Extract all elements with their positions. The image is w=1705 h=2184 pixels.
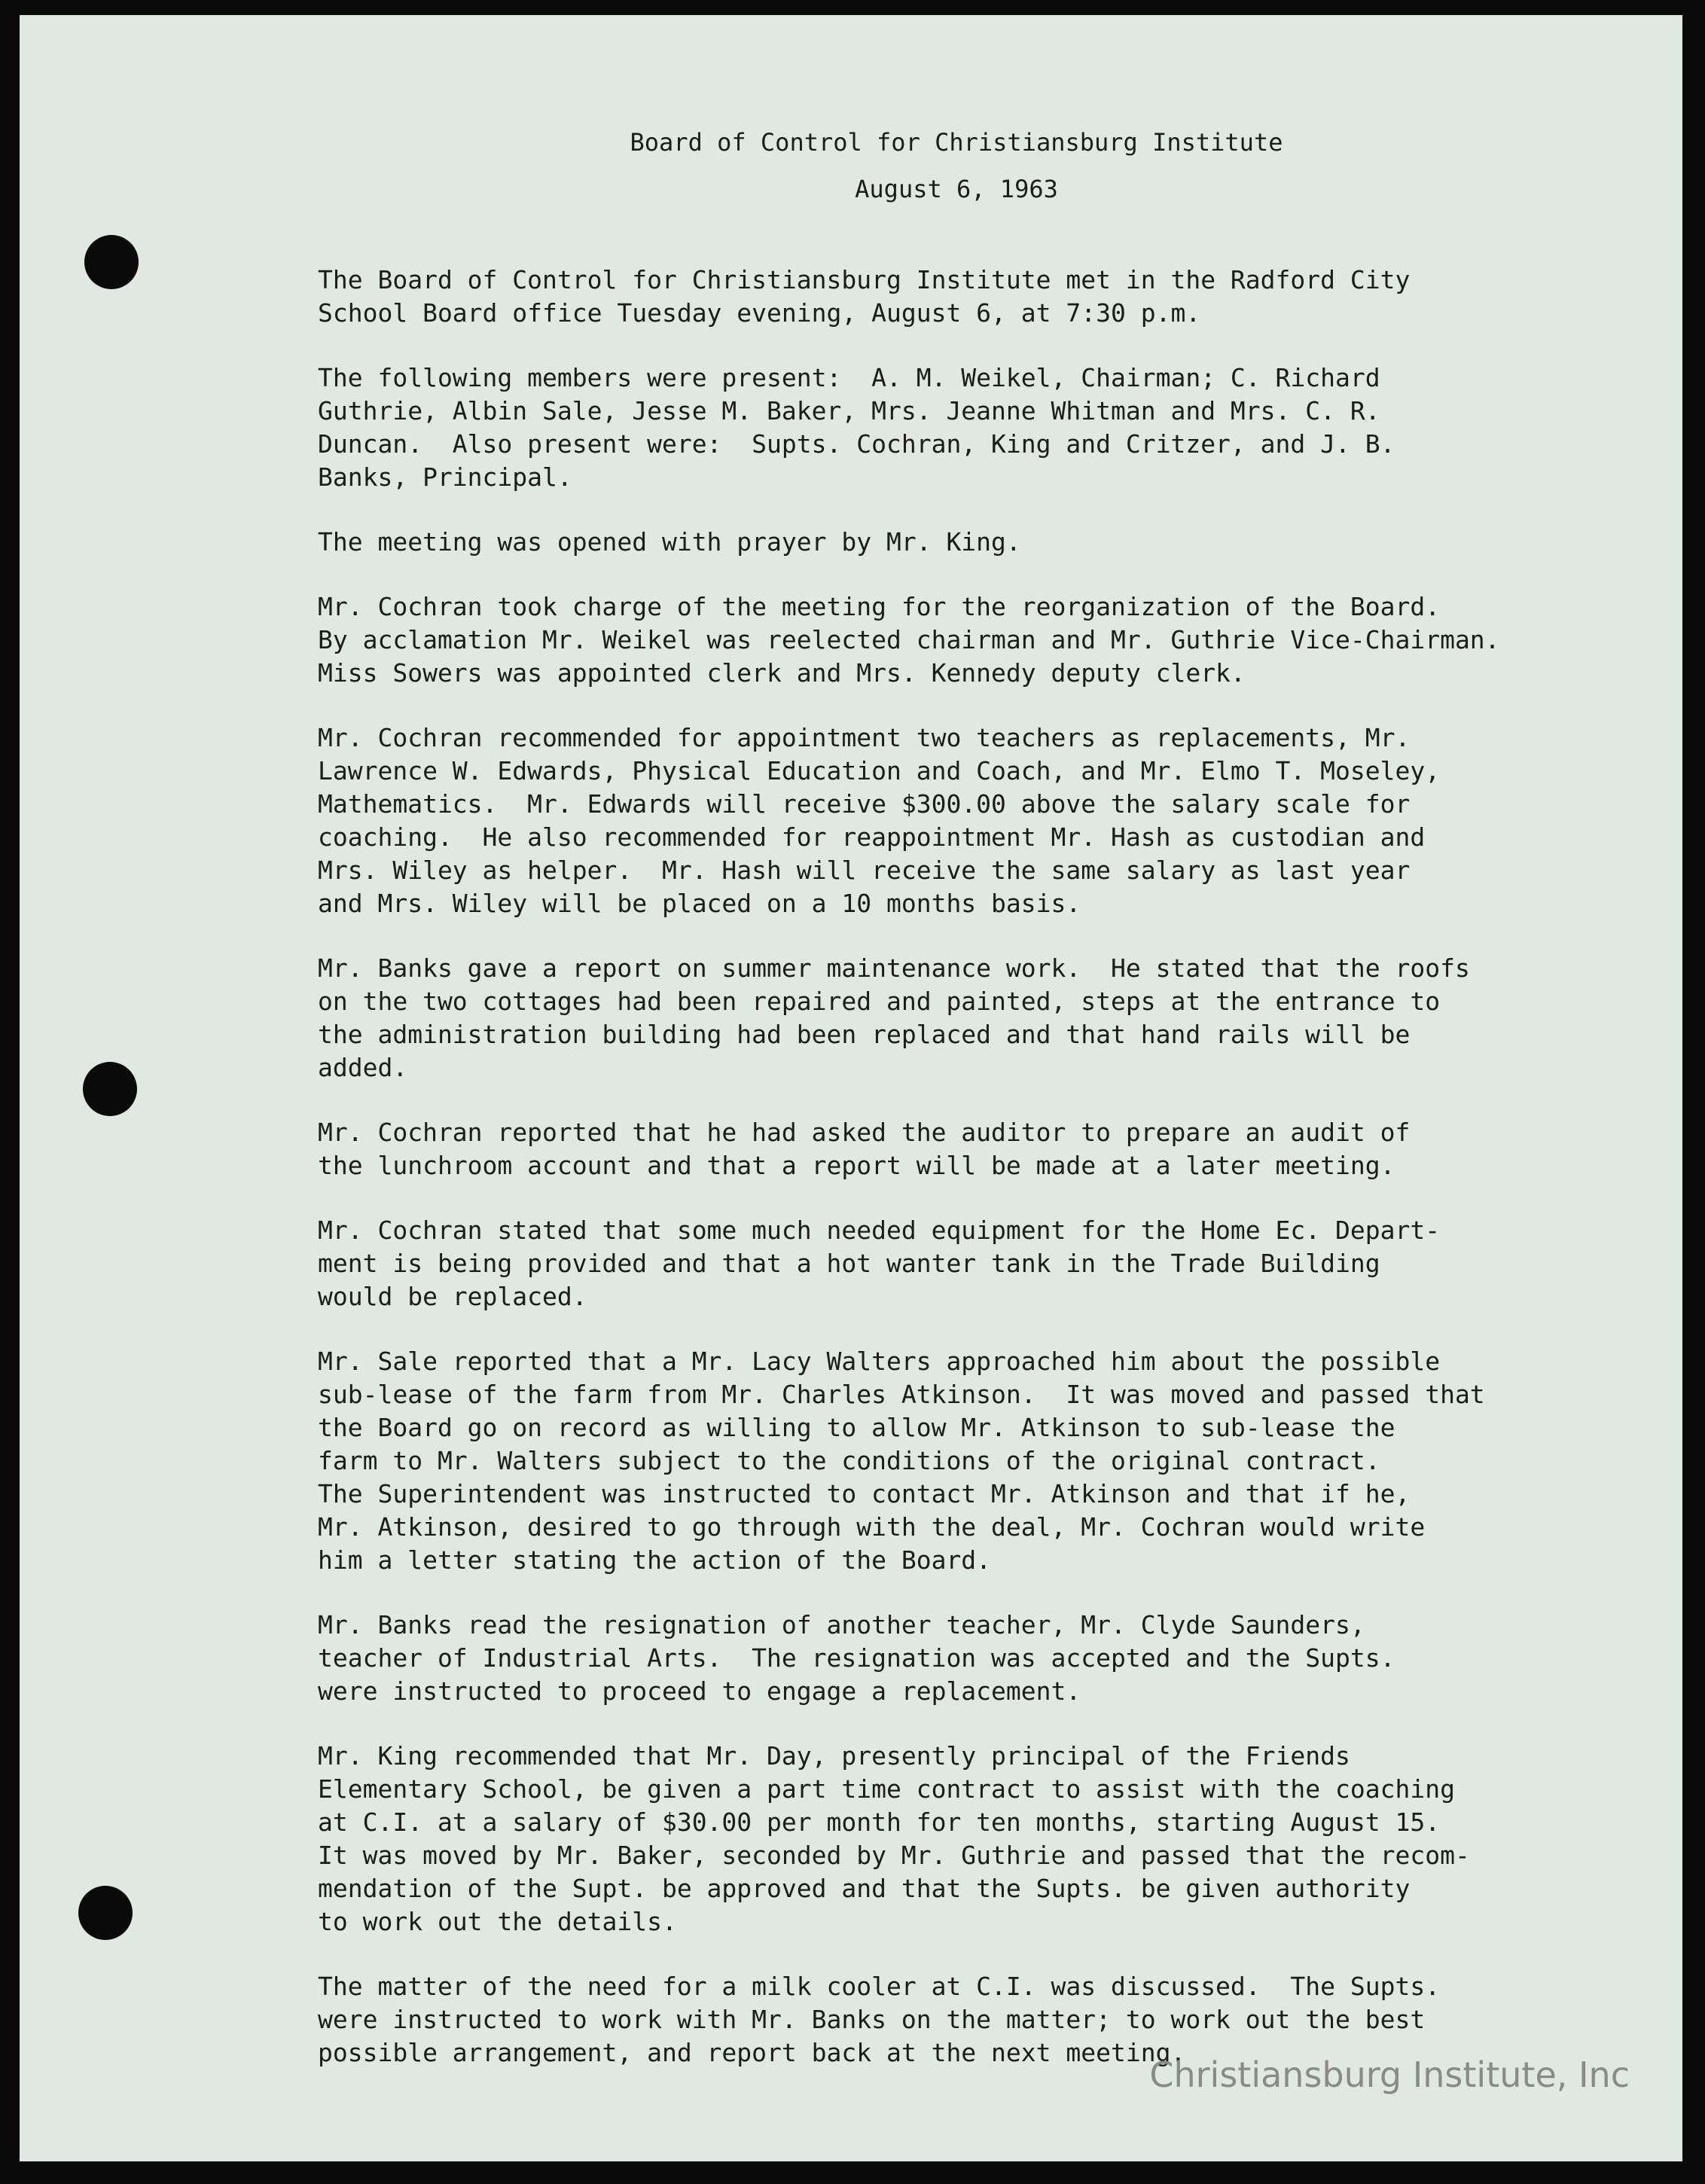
paragraph-equipment: Mr. Cochran stated that some much needed equipment for the Home Ec. Depart- ment is being provided and that a hot wanter tank in the Trade Building would be replaced. xyxy=(318,1216,1441,1311)
watermark-text: Christiansburg Institute, Inc xyxy=(1149,2054,1630,2095)
paragraph-appointments: Mr. Cochran recommended for appointment two teachers as replacements, Mr. Lawrence W. Edwards, Physical Education and Coach, and Mr. Elmo T. Moseley, Mathematics. Mr. Edwards will receive $300.00 above the salary scale for coaching. He also recommended for reappointment Mr. Hash as custodian and Mrs. Wiley as helper. Mr. Hash will receive the same salary as last year and Mrs. Wiley will be placed on a 10 months basis. xyxy=(318,723,1441,918)
document-page xyxy=(20,15,1682,2161)
document-date: August 6, 1963 xyxy=(855,175,1058,203)
punch-hole-top xyxy=(84,235,139,289)
punch-hole-middle xyxy=(83,1062,137,1116)
paragraph-attendance: The following members were present: A. M. Weikel, Chairman; C. Richard Guthrie, Albin Sale, Jesse M. Baker, Mrs. Jeanne Whitman and Mrs. C. R. Duncan. Also present were: Supts. Cochran, King and Critzer, and J. B. Banks, Principal. xyxy=(318,363,1395,492)
paragraph-coaching-contract: Mr. King recommended that Mr. Day, presently principal of the Friends Elementary School, be given a part time contract to assist with the coaching at C.I. at a salary of $30.00 per month for ten months, starting August 15. It was moved by Mr. Baker, seconded by Mr. Guthrie and passed that the recom- mendation of the Supt. be approved and that the Supts. be given authority to work out the details. xyxy=(318,1741,1470,1936)
document-title: Board of Control for Christiansburg Institute xyxy=(630,128,1283,157)
punch-hole-bottom xyxy=(78,1886,133,1940)
paragraph-prayer: The meeting was opened with prayer by Mr. King. xyxy=(318,527,1021,557)
paragraph-reorganization: Mr. Cochran took charge of the meeting for the reorganization of the Board. By acclamation Mr. Weikel was reelected chairman and Mr. Guthrie Vice-Chairman. Miss Sowers was appointed clerk and Mrs. Kennedy deputy clerk. xyxy=(318,592,1500,688)
paragraph-resignation: Mr. Banks read the resignation of another teacher, Mr. Clyde Saunders, teacher of Industrial Arts. The resignation was accepted and the Supts. were instructed to proceed to engage a replacement. xyxy=(318,1610,1395,1706)
paragraph-audit: Mr. Cochran reported that he had asked the auditor to prepare an audit of the lunchroom account and that a report will be made at a later meeting. xyxy=(318,1118,1411,1180)
document-body xyxy=(318,264,1643,2101)
paragraph-milk-cooler: The matter of the need for a milk cooler at C.I. was discussed. The Supts. were instructed to work with Mr. Banks on the matter; to work out the best possible arrangement, and report back at the next meeting. xyxy=(318,1972,1441,2067)
paragraph-farm-lease: Mr. Sale reported that a Mr. Lacy Walters approached him about the possible sub-lease of the farm from Mr. Charles Atkinson. It was moved and passed that the Board go on record as willing to allow Mr. Atkinson to sub-lease the farm to Mr. Walters subject to the conditions of the original contract. The Superintendent was instructed to contact Mr. Atkinson and that if he, Mr. Atkinson, desired to go through with the deal, Mr. Cochran would write him a letter stating the action of the Board. xyxy=(318,1347,1485,1575)
paragraph-maintenance: Mr. Banks gave a report on summer maintenance work. He stated that the roofs on the two cottages had been repaired and painted, steps at the entrance to the administration building had been replaced and that hand rails will be added. xyxy=(318,953,1470,1082)
paragraph-meeting-intro: The Board of Control for Christiansburg Institute met in the Radford City School Board office Tuesday evening, August 6, at 7:30 p.m. xyxy=(318,265,1411,328)
